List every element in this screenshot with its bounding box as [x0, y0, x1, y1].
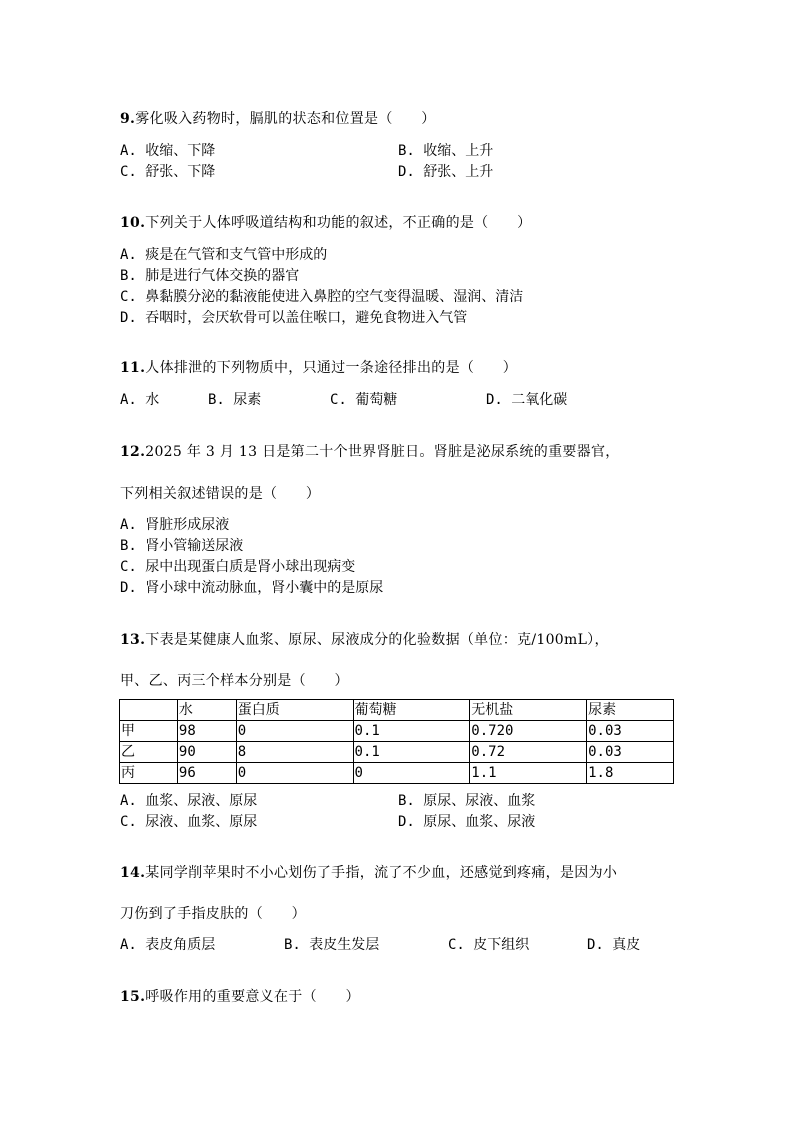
- question-14-stem-line1: [120, 862, 617, 882]
- question-13-option-b: B. 原尿、尿液、血浆: [398, 793, 536, 809]
- question-10-stem: [120, 212, 531, 232]
- question-11-option-b: B. 尿素: [208, 392, 262, 408]
- question-9-stem: [120, 108, 436, 128]
- table-cell: 0.720: [470, 721, 587, 742]
- question-12-option-d: D. 肾小球中流动脉血，肾小囊中的是原尿: [120, 580, 384, 596]
- question-13-option-c: C. 尿液、血浆、原尿: [120, 814, 258, 830]
- question-15-stem: [120, 986, 360, 1006]
- table-header-cell: 葡萄糖: [353, 700, 470, 721]
- table-cell: 0.1: [353, 742, 470, 763]
- question-13-option-d: D. 原尿、血浆、尿液: [398, 814, 536, 830]
- table-cell: 乙: [120, 742, 178, 763]
- question-14-option-a: A. 表皮角质层: [120, 937, 216, 953]
- table-header-cell: 无机盐: [470, 700, 587, 721]
- question-12-number: 12.: [120, 444, 146, 460]
- table-cell: 0.03: [587, 721, 674, 742]
- table-header-cell: [120, 700, 178, 721]
- question-15-number: 15.: [120, 989, 146, 1005]
- question-13-stem-line1: [120, 629, 609, 649]
- question-10-text: 下列关于人体呼吸道结构和功能的叙述，不正确的是（ ）: [145, 215, 532, 231]
- table-cell: 甲: [120, 721, 178, 742]
- question-14-text-line1: 某同学削苹果时不小心划伤了手指，流了不少血，还感觉到疼痛，是因为小: [145, 865, 618, 881]
- question-12-option-c: C. 尿中出现蛋白质是肾小球出现病变: [120, 559, 356, 575]
- question-9-option-d: D. 舒张、上升: [398, 164, 494, 180]
- table-cell: 0: [236, 721, 353, 742]
- table-cell: 8: [236, 742, 353, 763]
- table-cell: 1.1: [470, 763, 587, 784]
- table-header-cell: 水: [177, 700, 236, 721]
- table-cell: 0.1: [353, 721, 470, 742]
- question-12-text-line1: 2025 年 3 月 13 日是第二十个世界肾脏日。肾脏是泌尿系统的重要器官，: [145, 444, 620, 460]
- table-cell: 98: [177, 721, 236, 742]
- table-cell: 0.72: [470, 742, 587, 763]
- question-12-stem-line1: [120, 441, 620, 461]
- table-row: [120, 721, 674, 742]
- table-row: [120, 763, 674, 784]
- question-10-option-d: D. 吞咽时，会厌软骨可以盖住喉口，避免食物进入气管: [120, 310, 468, 326]
- question-13-stem-line2: 甲、乙、丙三个样本分别是（ ）: [120, 673, 349, 689]
- question-9-text: 雾化吸入药物时，膈肌的状态和位置是（ ）: [135, 111, 436, 127]
- question-13-number: 13.: [120, 632, 146, 648]
- question-11-option-a: A. 水: [120, 392, 160, 408]
- question-11-number: 11.: [120, 360, 146, 376]
- question-11-text: 人体排泄的下列物质中，只通过一条途径排出的是（ ）: [145, 360, 518, 376]
- question-11-option-c: C. 葡萄糖: [330, 392, 398, 408]
- table-header-cell: 尿素: [587, 700, 674, 721]
- question-14-option-d: D. 真皮: [587, 937, 641, 953]
- question-9-option-b: B. 收缩、上升: [398, 143, 494, 159]
- question-10-option-c: C. 鼻黏膜分泌的黏液能使进入鼻腔的空气变得温暖、湿润、清洁: [120, 289, 524, 305]
- question-9-option-c: C. 舒张、下降: [120, 164, 216, 180]
- question-11-stem: [120, 357, 517, 377]
- question-13-option-a: A. 血浆、尿液、原尿: [120, 793, 258, 809]
- question-9-option-a: A. 收缩、下降: [120, 143, 216, 159]
- question-11-option-d: D. 二氧化碳: [486, 392, 568, 408]
- question-12-stem-line2: 下列相关叙述错误的是（ ）: [120, 486, 321, 502]
- question-10-option-b: B. 肺是进行气体交换的器官: [120, 268, 300, 284]
- question-14-option-b: B. 表皮生发层: [284, 937, 380, 953]
- table-cell: 丙: [120, 763, 178, 784]
- question-14-number: 14.: [120, 865, 146, 881]
- question-9-number: 9.: [120, 111, 136, 127]
- table-header-row: [120, 700, 674, 721]
- table-row: [120, 742, 674, 763]
- table-cell: 0: [236, 763, 353, 784]
- lab-data-table: [119, 699, 674, 784]
- table-cell: 90: [177, 742, 236, 763]
- question-15-text: 呼吸作用的重要意义在于（ ）: [145, 989, 360, 1005]
- question-14-stem-line2: 刀伤到了手指皮肤的（ ）: [120, 906, 306, 922]
- question-14-option-c: C. 皮下组织: [448, 937, 530, 953]
- question-13-text-line1: 下表是某健康人血浆、原尿、尿液成分的化验数据（单位：克/100mL），: [145, 632, 609, 648]
- question-10-number: 10.: [120, 215, 146, 231]
- table-cell: 96: [177, 763, 236, 784]
- table-header-cell: 蛋白质: [236, 700, 353, 721]
- table-cell: 1.8: [587, 763, 674, 784]
- table-cell: 0.03: [587, 742, 674, 763]
- question-12-option-a: A. 肾脏形成尿液: [120, 517, 230, 533]
- table-cell: 0: [353, 763, 470, 784]
- question-10-option-a: A. 痰是在气管和支气管中形成的: [120, 247, 328, 263]
- question-12-option-b: B. 肾小管输送尿液: [120, 538, 244, 554]
